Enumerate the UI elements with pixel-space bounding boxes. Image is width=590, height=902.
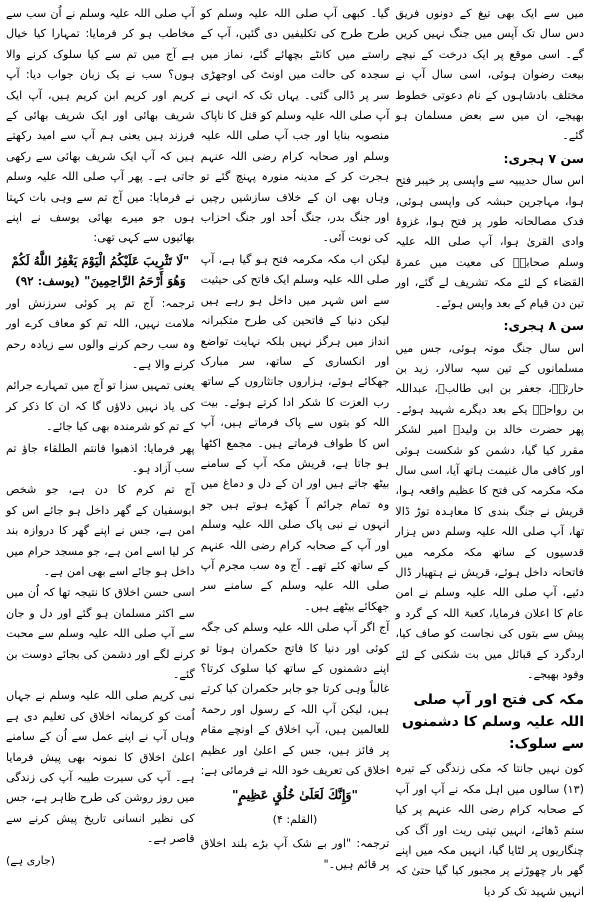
paragraph: آج اگر آپ صلی اللہ علیہ وسلم کی جگہ کوئی اور دنیا کا فاتح حکمران ہوتا تو اپنے دشمنوں کے ساتھ کیا سلوک کرتا؟ غالباً وہی کرتا جو جابر حکمران کیا کرتے ہیں، لیکن آپ اللہ کے رسول اور رحمۃ للعالمین ہیں، آپ اخلاق کے اونچے مقام پر فائز ہیں، جس کے اعلیٰ اور عظیم اخلاق کی تعریف خود اللہ نے فرمائی ہے: (200, 621, 390, 778)
paragraph: نبی کریم صلی اللہ علیہ وسلم نے جہاں اُمت کو کریمانہ اخلاق کی تعلیم دی ہے وہاں آپ نے اپنے عمل سے اُن کے سامنے اعلیٰ اخلاق کا نمونہ بھی پیش فرمایا ہے۔ آپ کی سیرت طیبہ آپ کی زندگی میں روز روشن کی طرح ظاہر ہے، جس کی نظیر انسانی تاریخ پیش کرنے سے قاصر ہے۔ (5, 689, 195, 846)
paragraph: آپ صلی اللہ علیہ وسلم نے اُن سب سے مخاطب ہو کر فرمایا: تمہارا کیا خیال ہے آج میں تم سے کیا سلوک کرنے والا ہوں؟ سب نے یک زبان جواب دیا: آپ کریم اور کریم ابن کریم ہیں، آپ ایک شریف بھائی اور ایک شریف بھائی کے فرزند ہیں یعنی ہم آپ سے امید رکھتے ہیں کہ آپ ایک شریف بھائی سے رکھی جاتی ہے۔ پھر آپ صلی اللہ علیہ وسلم نے فرمایا: میں آج تم سے وہی بات کہتا ہوں جو میرے بھائی یوسف نے اپنے بھائیوں سے کہی تھی: (5, 7, 195, 245)
section-heading-7-hijri: سن ۷ ہجری: (503, 150, 584, 166)
paragraph: کون نہیں جانتا کہ مکی زندگی کے تیرہ (۱۳) سالوں میں اہل مکہ نے آپ اور آپ کے صحابہ کرام رضی اللہ عنہم پر کیا ستم ڈھائے، انہیں تپتی ریت اور آگ کی چنگاریوں پر لٹایا گیا، انہیں مکہ میں اپنے گھر بار چھوڑنے پر مجبور کیا گیا حتیٰ کہ انہیں شہید تک کر دیا (395, 762, 584, 898)
paragraph: ترجمہ: آج تم پر کوئی سرزنش اور ملامت نہیں، اللہ تم کو معاف کرے اور وہ سب رحم کرنے والوں سے زیادہ رحم کرنے والا ہے۔ (5, 296, 195, 371)
paragraph: اس سال جنگ موتہ ہوئی، جس میں مسلمانوں کے تین سپہ سالار، زید بن حارثہؓ، جعفر بن ابی طالبؓ، عبداللہ بن رواحہؓ یکے بعد دیگرے شہید ہوئے۔ پھر حضرت خالد بن ولیدؓ امیر لشکر مقرر کیا گیا، دشمن کو شکست ہوئی اور کافی مال غنیمت ہاتھ آیا، اسی سال مکہ مکرمہ کی فتح کا عظیم واقعہ ہوا، قریش نے جنگ بندی کا معاہدہ توڑ ڈالا تھا، آپ صلی اللہ علیہ وسلم دس ہزار قدسیوں کے ساتھ مکہ مکرمہ میں فاتحانہ داخل ہوئے، قریش نے ہتھیار ڈال دئیے، آپ صلی اللہ علیہ وسلم نے امن عام کا اعلان فرمایا، کعبۃ اللہ کے گرد و پیش سے بتوں کی نجاست کو صاف کیا، اردگرد کے قبائل میں بت شکنی کے لئے وفود بھیجے۔ (395, 341, 584, 681)
column-left (5, 4, 195, 867)
paragraph: اسی حسن اخلاق کا نتیجہ تھا کہ اُن میں سے اکثر مسلمان ہو گئے اور دل و جان سے آپ صلی اللہ علیہ وسلم سے محبت کرنے لگے اور دشمن کی بجائے دوست بن گئے۔ (5, 586, 195, 681)
paragraph: گیا۔ کبھی آپ صلی اللہ علیہ وسلم کو طرح طرح کی تکلیفیں دی گئیں، آپ کے راستے میں کانٹے بچھائے گئے، نماز میں سجدہ کی حالت میں اونٹ کی اوجھڑی سر پر ڈالی گئی۔ یہاں تک کہ انہی نے آپ صلی اللہ علیہ وسلم کو قتل کا ناپاک منصوبہ بنایا اور جب آپ صلی اللہ علیہ وسلم اور صحابہ کرام رضی اللہ عنہم ہجرت کر کے مدینہ منورہ پہنچ گئے تو وہاں بھی ان کے خلاف سازشیں رچیں اور جنگ بدر، جنگ اُحد اور جنگ احزاب کی نوبت آئی۔ (200, 7, 390, 245)
paragraph: یعنی تمہیں سزا تو آج میں تمہارے جرائم کی یاد نہیں دلاؤں گا کہ ان کا ذکر کر کے تم کو شرمندہ بھی کیا جائے۔ (5, 379, 195, 434)
paragraph: ترجمہ: "اور بے شک آپ بڑے بلند اخلاق پر قائم ہیں۔" (200, 837, 390, 871)
quran-verse: "لَا تَثْرِيبَ عَلَيْكُمُ الْيَوْمَ يَغْفِرُ اللَّهُ لَكُمْ وَهُوَ أَرْحَمُ الرَّاحِمِينَ" (یوسف: ۹۲) (11, 253, 190, 289)
paragraph: پھر فرمایا: اذھبوا فانتم الطلقاء جاؤ تم سب آزاد ہو۔ (5, 441, 195, 475)
verse-reference: (القلم: ۴) (272, 812, 318, 826)
column-right (395, 4, 584, 898)
paragraph: آج تم کرم کا دن ہے، جو شخص ابوسفیان کے گھر داخل ہو جائے اس کو امن ہے، جس نے اپنے گھر کا دروازہ بند کر لیا اسے امن ہے، جو مسجد حرام میں داخل ہو جائے اسے بھی امن ہے۔ (5, 483, 195, 578)
continued-note: (جاری ہے) (5, 853, 56, 867)
paragraph: اس سال حدیبیہ سے واپسی پر خیبر فتح ہوا، مہاجرین حبشہ کی واپسی ہوئی، فدک مصالحانہ طور پر فتح ہوا، غزوۂ وادی القریٰ ہوا، آپ صلی اللہ علیہ وسلم صحابہؓ کی معیت میں عمرۃ القضاء کے لئے مکہ تشریف لے گئے، اور تین دن قیام کے بعد واپس ہوئے۔ (395, 174, 584, 310)
paragraph: لیکن اب مکہ مکرمہ فتح ہو گیا ہے، آپ صلی اللہ علیہ وسلم ایک فاتح کی حیثیت سے اس شہر میں داخل ہو رہے ہیں لیکن دنیا کے فاتحین کی طرح متکبرانہ انداز میں ہرگز نہیں بلکہ نہایت تواضع اور انکساری کے ساتھ، سر مبارک جھکائے ہوئے، ہزاروں جانثاروں کے ساتھ رب العزت کا شکر ادا کرتے ہوئے۔ بیت اللہ کو بتوں سے پاک فرماتے ہیں، آپ اس کا طواف فرماتے ہیں۔ مجمع اکٹھا ہو جاتا ہے، قریش مکہ آپ کے سامنے بیٹھ جاتے ہیں اور ان کے دل و دماغ میں وہ تمام جرائم آ کھڑے ہوتے ہیں جو انہوں نے نبی پاک صلی اللہ علیہ وسلم اور آپ کے صحابہ کرام رضی اللہ عنہم کے ساتھ کئے تھے۔ آج وہ سب مجرم آپ صلی اللہ علیہ وسلم کے سامنے سر جھکائے بیٹھے ہیں۔ (200, 252, 390, 613)
section-heading-fath-makkah: مکہ کی فتح اور آپ صلی اللہ علیہ وسلم کا دشمنوں سے سلوک: (401, 692, 584, 753)
section-heading-8-hijri: سن ۸ ہجری: (503, 318, 584, 334)
quran-verse: "وَإِنَّكَ لَعَلَىٰ خُلُقٍ عَظِيمٍ" (231, 787, 359, 803)
paragraph: میں سے ایک بھی تیغ کے دونوں فریق دس سال تک آپس میں جنگ نہیں کریں گے۔ اسی موقع پر ایک درخت کے نیچے بیعت رضوان ہوئی، اسی سال آپ نے مختلف بادشاہوں کے نام دعوتی خطوط بھیجے، ان میں سے بعض مسلمان ہو گئے۔ (395, 7, 584, 143)
column-middle (200, 4, 390, 871)
